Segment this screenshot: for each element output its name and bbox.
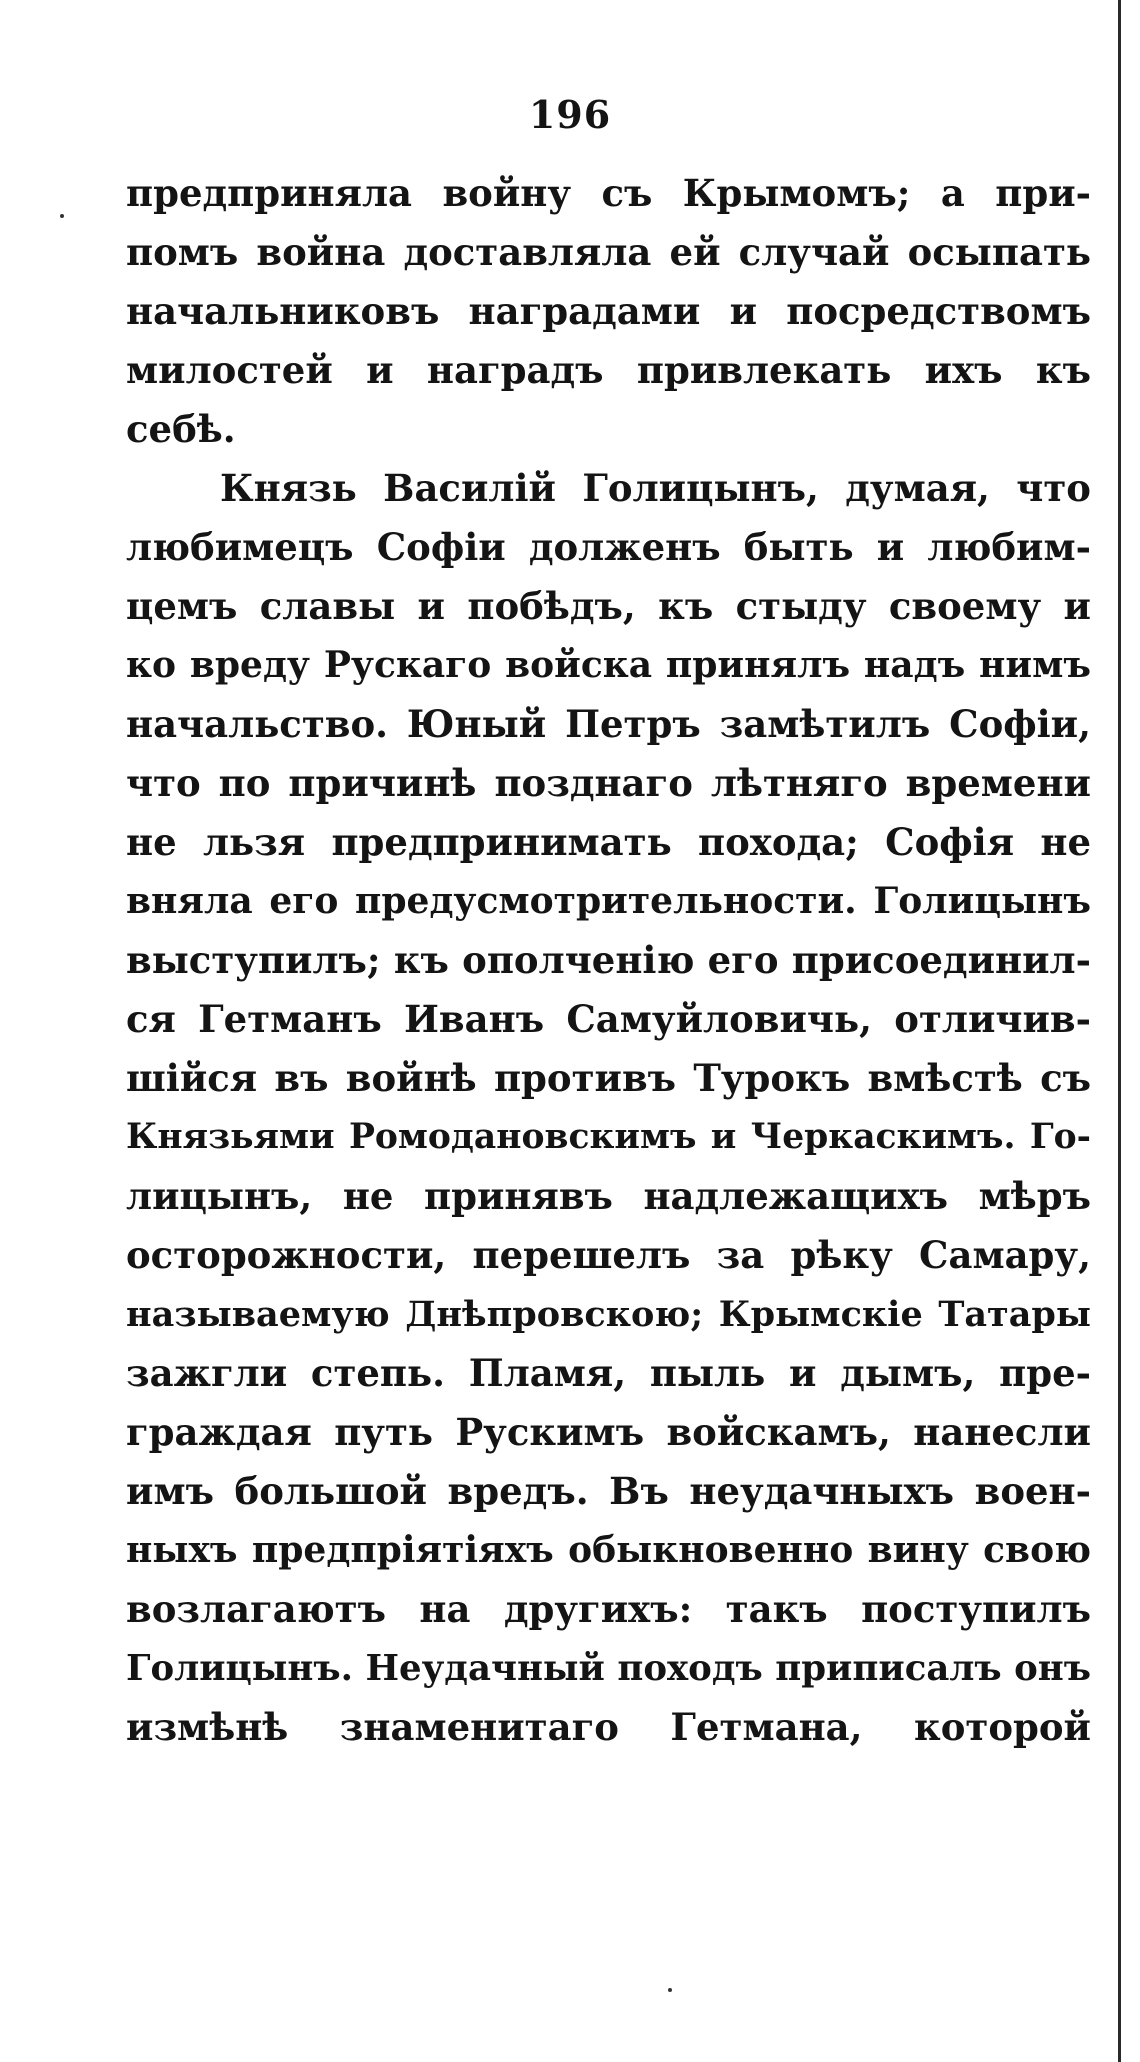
text-line: называемую Днѣпровскою; Крымскіе Татары	[126, 1294, 1091, 1335]
text-line: зажгли степь. Пламя, пыль и дымъ, пре-	[126, 1351, 1091, 1395]
text-line: ко вреду Рускаго войска принялъ надъ нимъ	[126, 644, 1091, 686]
text-line: Князь Василій Голицынъ, думая, что	[220, 466, 1091, 510]
text-line: шійся въ войнѣ противъ Турокъ вмѣстѣ съ	[126, 1056, 1091, 1100]
text-line: помъ война доставляла ей случай осыпать	[126, 230, 1091, 274]
page-edge-rule	[1118, 0, 1121, 2062]
text-line: что по причинѣ позднаго лѣтняго времени	[126, 761, 1091, 805]
text-line: измѣнѣ знаменитаго Гетмана, которой	[126, 1705, 1091, 1749]
page-number: 196	[528, 92, 612, 137]
ink-speck	[668, 1988, 672, 1992]
ink-speck	[60, 214, 64, 218]
text-line: начальство. Юный Петръ замѣтилъ Софіи,	[126, 702, 1091, 746]
text-line: возлагаютъ на другихъ: такъ поступилъ	[126, 1587, 1091, 1631]
text-line: не льзя предпринимать похода; Софія не	[126, 820, 1091, 864]
body-text	[126, 164, 1091, 1757]
text-line: граждая путь Рускимъ войскамъ, нанесли	[126, 1410, 1091, 1454]
text-line: Голицынъ. Неудачный походъ приписалъ онъ	[126, 1648, 1091, 1689]
text-line: цемъ славы и побѣдъ, къ стыду своему и	[126, 584, 1091, 628]
text-line: ныхъ предпріятіяхъ обыкновенно вину свою	[126, 1529, 1091, 1571]
text-line: Князьями Ромодановскимъ и Черкаскимъ. Го-	[126, 1117, 1091, 1157]
text-line: вняла его предусмотрительности. Голицынъ	[126, 880, 1091, 922]
text-line: предприняла войну съ Крымомъ; а при-	[126, 171, 1091, 215]
text-line: выступилъ; къ ополченію его присоединил-	[126, 938, 1091, 982]
text-line: лицынъ, не принявъ надлежащихъ мѣръ	[126, 1174, 1091, 1218]
text-line: себѣ.	[126, 407, 236, 451]
text-line: осторожности, перешелъ за рѣку Самару,	[126, 1233, 1091, 1277]
text-line: имъ большой вредъ. Въ неудачныхъ воен-	[126, 1469, 1091, 1513]
text-line: ся Гетманъ Иванъ Самуйловичь, отличив-	[126, 997, 1091, 1041]
text-line: любимецъ Софіи долженъ быть и любим-	[126, 525, 1091, 569]
text-line: милостей и наградъ привлекать ихъ къ	[126, 348, 1091, 392]
text-line: начальниковъ наградами и посредствомъ	[126, 289, 1091, 333]
